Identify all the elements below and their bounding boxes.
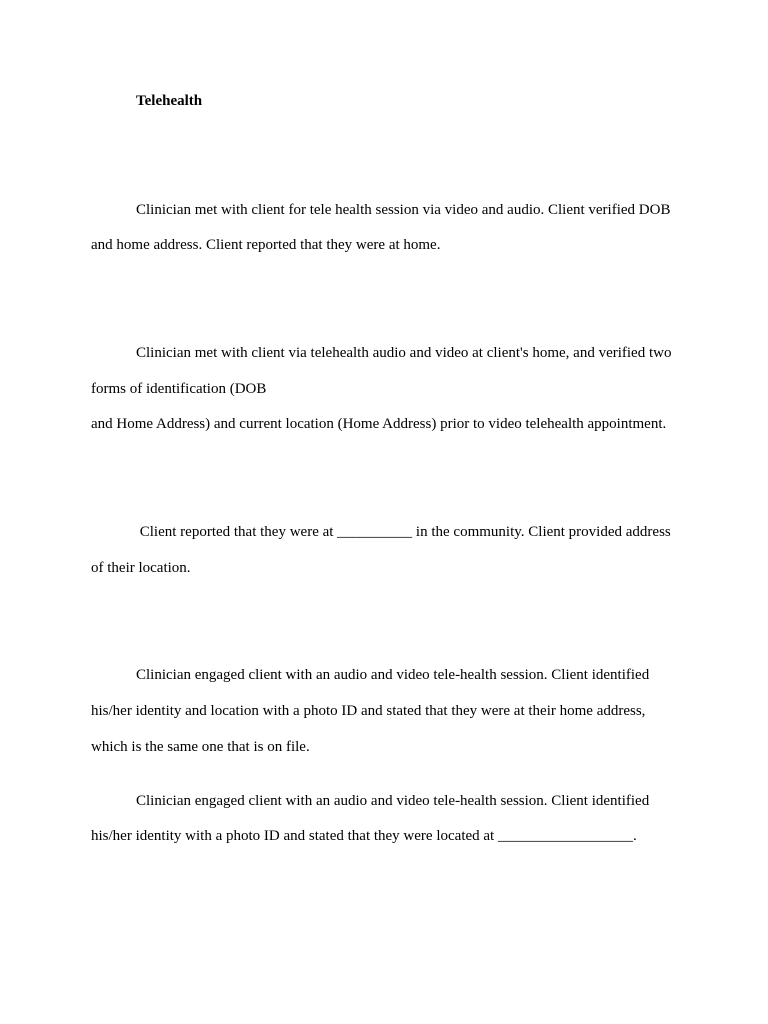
document-title: Telehealth bbox=[136, 93, 203, 109]
paragraph-2-line-2: forms of identification (DOB bbox=[91, 381, 267, 397]
paragraph-2-line-3: and Home Address) and current location (Home Address) prior to video telehealth appointment. bbox=[91, 416, 667, 432]
paragraph-1-line-2: and home address. Client reported that they were at home. bbox=[91, 237, 441, 253]
paragraph-5-line-1: Clinician engaged client with an audio and video tele-health session. Client identified bbox=[136, 793, 650, 809]
paragraph-3-line-1: Client reported that they were at __________ in the community. Client provided address bbox=[136, 524, 671, 540]
paragraph-4-line-2: his/her identity and location with a photo ID and stated that they were at their home address, bbox=[91, 703, 646, 719]
paragraph-3-line-2: of their location. bbox=[91, 560, 191, 576]
paragraph-4-line-1: Clinician engaged client with an audio and video tele-health session. Client identified bbox=[136, 667, 650, 683]
paragraph-2-line-1: Clinician met with client via telehealth audio and video at client's home, and verified two bbox=[136, 345, 672, 361]
paragraph-1-line-1: Clinician met with client for tele health session via video and audio. Client verified DOB bbox=[136, 202, 671, 218]
paragraph-4-line-3: which is the same one that is on file. bbox=[91, 739, 310, 755]
paragraph-5-line-2: his/her identity with a photo ID and stated that they were located at __________________. bbox=[91, 828, 637, 844]
